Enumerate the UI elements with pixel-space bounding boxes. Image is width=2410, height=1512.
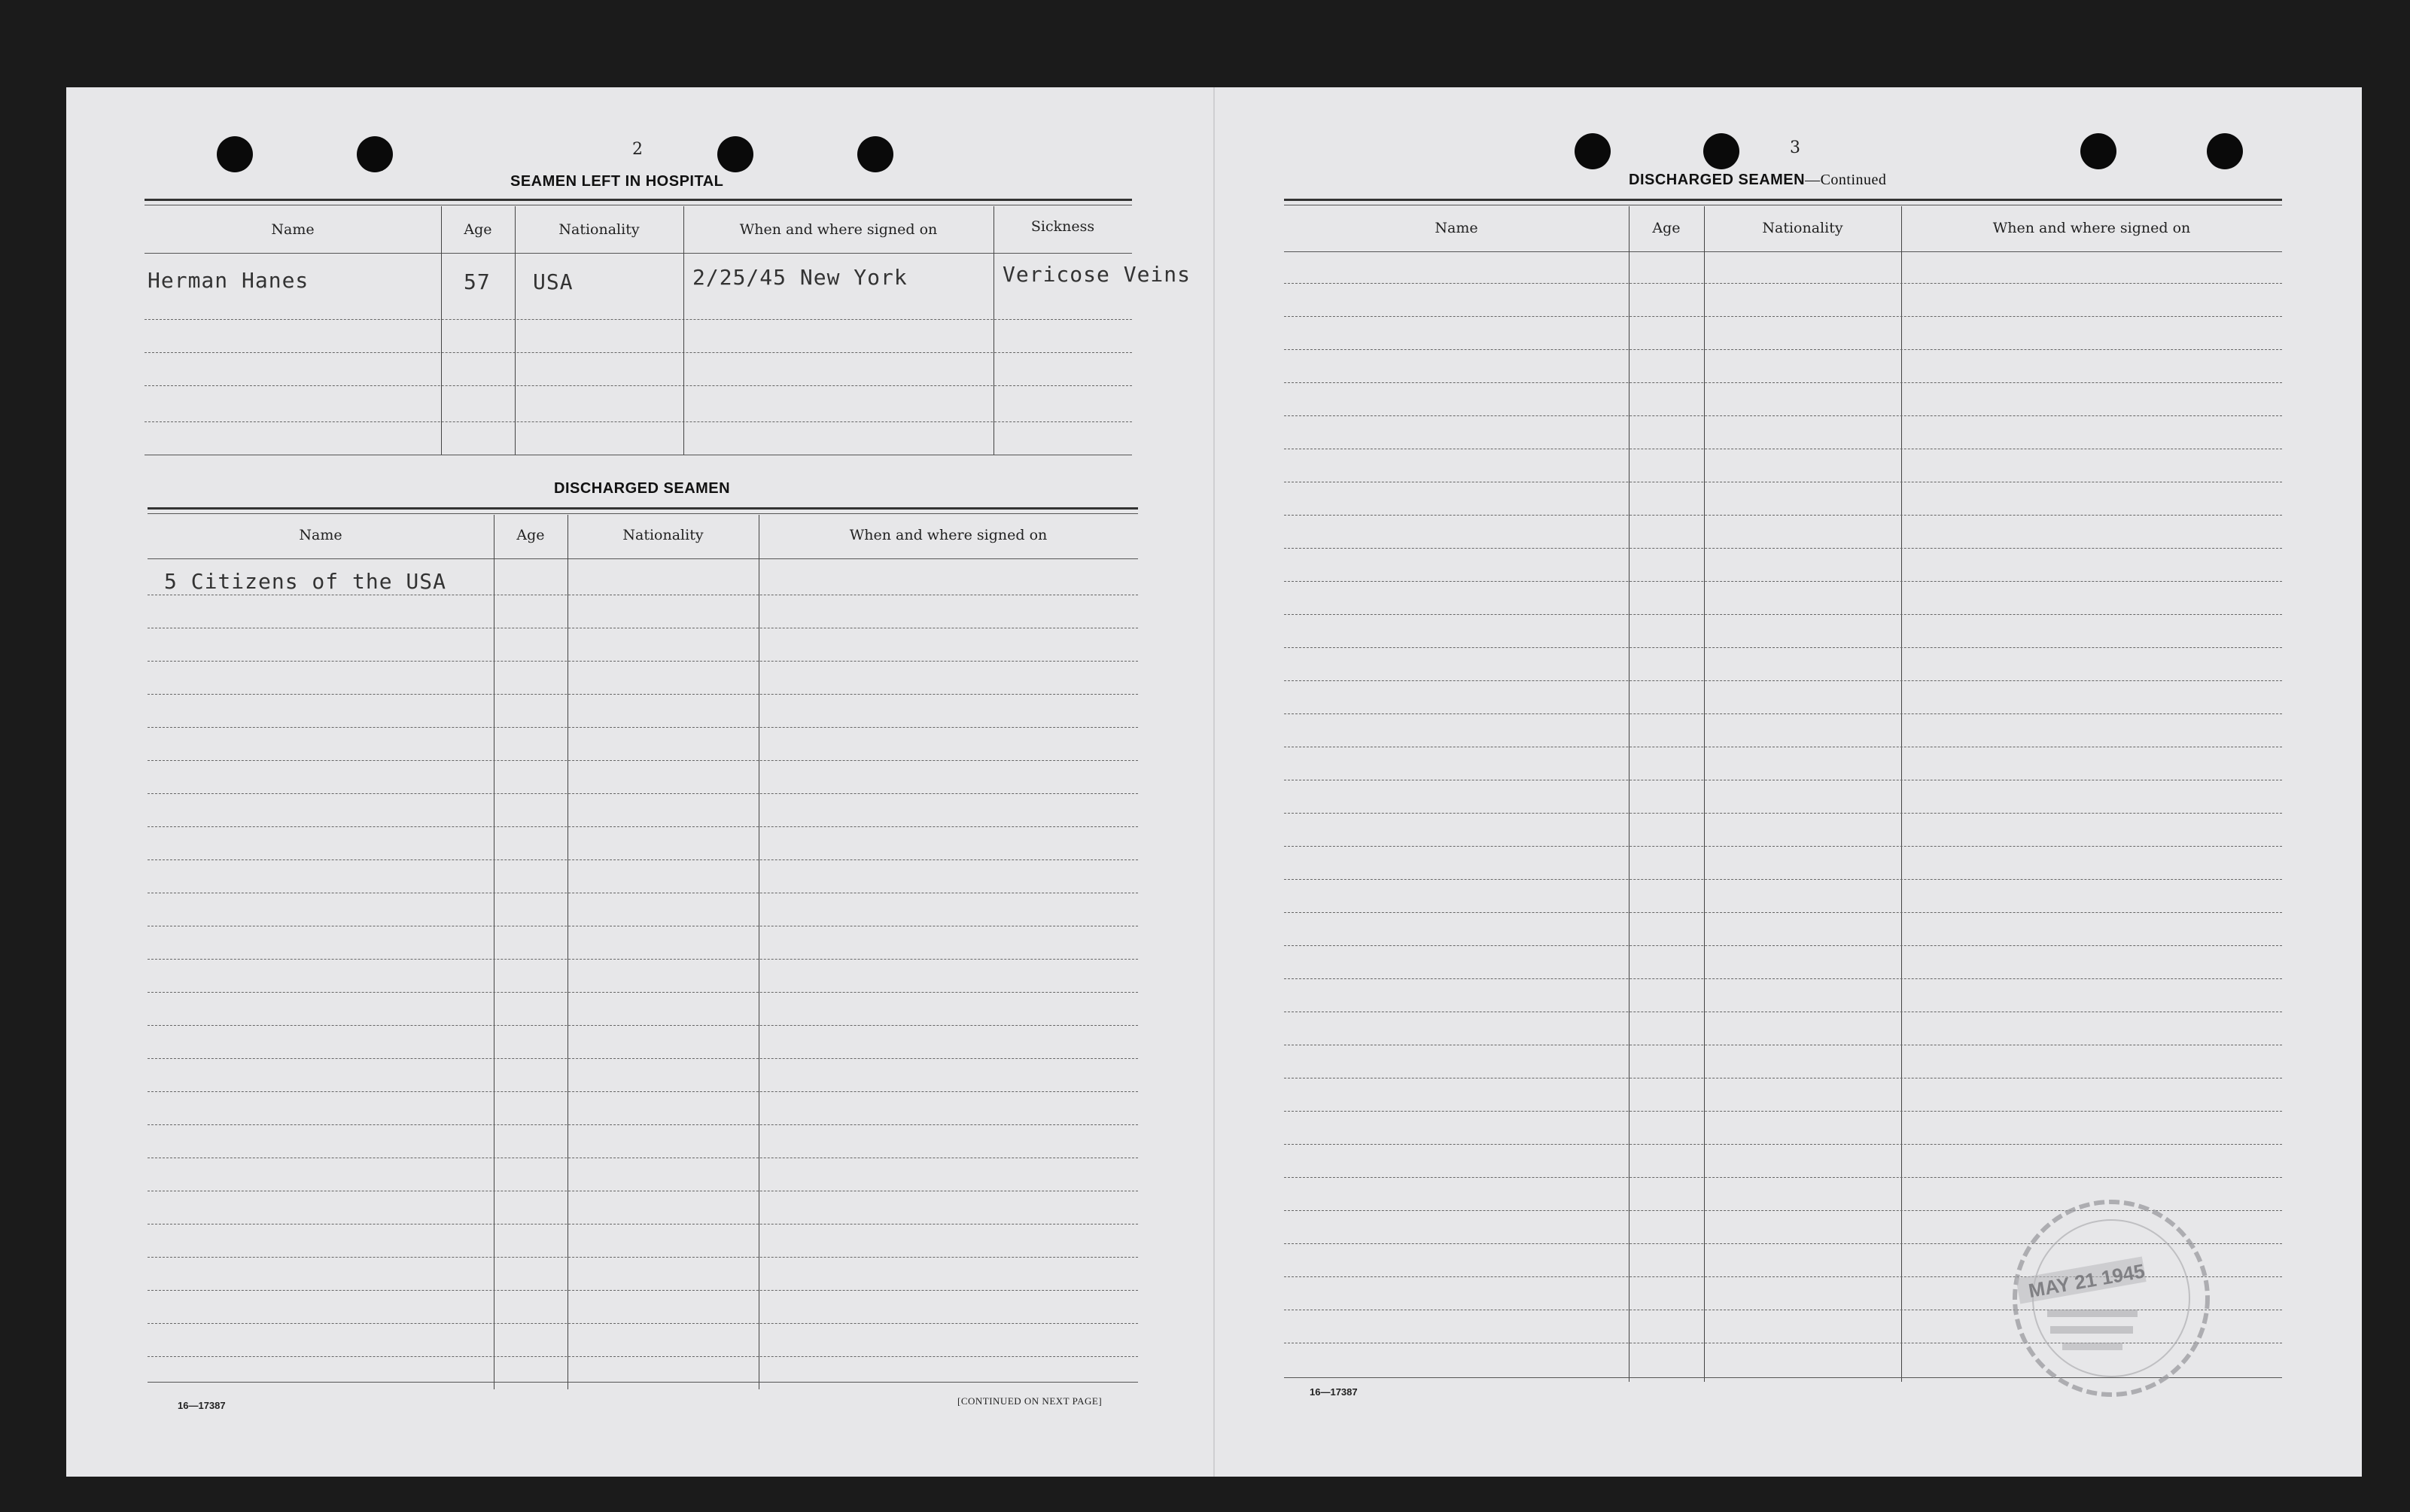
ruled-line bbox=[148, 1356, 1138, 1357]
ruled-line bbox=[148, 793, 1138, 794]
punch-hole bbox=[717, 136, 753, 172]
immigration-stamp bbox=[2002, 1189, 2220, 1407]
ruled-line bbox=[1284, 515, 2282, 516]
ruled-line bbox=[1284, 813, 2282, 814]
ruled-line bbox=[1284, 912, 2282, 913]
col-header-nationality: Nationality bbox=[622, 527, 704, 543]
ruled-line bbox=[1284, 680, 2282, 681]
ruled-line bbox=[148, 760, 1138, 761]
punch-hole bbox=[357, 136, 393, 172]
punch-hole bbox=[1703, 133, 1739, 169]
ruled-line bbox=[148, 859, 1138, 860]
hospital-row-sickness: Vericose Veins bbox=[1003, 262, 1191, 287]
hospital-row-age: 57 bbox=[464, 269, 491, 294]
ruled-line bbox=[148, 959, 1138, 960]
section-title: DISCHARGED SEAMEN bbox=[554, 480, 731, 497]
ruled-line bbox=[1284, 382, 2282, 383]
ruled-line bbox=[1284, 415, 2282, 416]
hospital-row-signed-on: 2/25/45 New York bbox=[692, 265, 908, 290]
col-header-signed-on: When and where signed on bbox=[849, 527, 1048, 543]
page-number: 2 bbox=[632, 140, 643, 159]
punch-hole bbox=[857, 136, 893, 172]
hospital-row-name: Herman Hanes bbox=[148, 268, 309, 293]
ruled-line bbox=[1284, 1111, 2282, 1112]
ruled-line bbox=[148, 992, 1138, 993]
stamp-date: MAY 21 1945 bbox=[2026, 1259, 2147, 1303]
col-header-name: Name bbox=[1435, 220, 1478, 236]
ruled-line bbox=[148, 727, 1138, 728]
continued-note: [CONTINUED ON NEXT PAGE] bbox=[957, 1395, 1103, 1407]
section-title-main: DISCHARGED SEAMEN bbox=[1629, 172, 1806, 188]
ruled-line bbox=[1284, 283, 2282, 284]
ruled-line bbox=[1284, 316, 2282, 317]
ruled-line bbox=[1284, 1144, 2282, 1145]
ruled-line bbox=[1284, 548, 2282, 549]
col-header-name: Name bbox=[299, 527, 342, 543]
section-title: SEAMEN LEFT IN HOSPITAL bbox=[510, 173, 724, 190]
punch-hole bbox=[1575, 133, 1611, 169]
punch-hole bbox=[2080, 133, 2116, 169]
col-header-nationality: Nationality bbox=[558, 221, 640, 238]
section-title bbox=[1629, 172, 1886, 189]
col-header-signed-on: When and where signed on bbox=[739, 221, 938, 238]
section-title-suffix: —Continued bbox=[1805, 172, 1887, 188]
ruled-line bbox=[148, 1025, 1138, 1026]
col-header-age: Age bbox=[464, 221, 492, 238]
form-number: 16—17387 bbox=[1310, 1386, 1358, 1398]
ruled-line bbox=[1284, 581, 2282, 582]
ruled-line bbox=[1284, 879, 2282, 880]
ruled-line bbox=[148, 1257, 1138, 1258]
ruled-line bbox=[1284, 614, 2282, 615]
ruled-line bbox=[1284, 647, 2282, 648]
discharged-table bbox=[148, 507, 1138, 1389]
ruled-line bbox=[1284, 713, 2282, 714]
col-header-signed-on: When and where signed on bbox=[1992, 220, 2191, 236]
hospital-row-nationality: USA bbox=[533, 269, 574, 294]
col-header-age: Age bbox=[516, 527, 545, 543]
punch-hole bbox=[217, 136, 253, 172]
ruled-line bbox=[1284, 349, 2282, 350]
ruled-line bbox=[1284, 945, 2282, 946]
ruled-line bbox=[148, 661, 1138, 662]
punch-hole bbox=[2207, 133, 2243, 169]
page-fold bbox=[1213, 87, 1215, 1477]
ruled-line bbox=[148, 1323, 1138, 1324]
ruled-line bbox=[148, 1124, 1138, 1125]
hospital-table bbox=[145, 199, 1191, 462]
ruled-line bbox=[148, 1091, 1138, 1092]
form-number: 16—17387 bbox=[178, 1400, 226, 1411]
ruled-line bbox=[148, 826, 1138, 827]
ruled-line bbox=[1284, 846, 2282, 847]
col-header-nationality: Nationality bbox=[1762, 220, 1843, 236]
col-header-sickness: Sickness bbox=[1030, 218, 1095, 235]
col-header-name: Name bbox=[271, 221, 315, 238]
ruled-line bbox=[148, 1290, 1138, 1291]
discharged-row-name: 5 Citizens of the USA bbox=[164, 569, 447, 594]
ruled-line bbox=[1284, 978, 2282, 979]
ruled-line bbox=[1284, 1177, 2282, 1178]
ruled-line bbox=[148, 1058, 1138, 1059]
ruled-line bbox=[148, 1224, 1138, 1225]
page-number: 3 bbox=[1790, 138, 1800, 157]
ruled-line bbox=[148, 694, 1138, 695]
col-header-age: Age bbox=[1652, 220, 1681, 236]
